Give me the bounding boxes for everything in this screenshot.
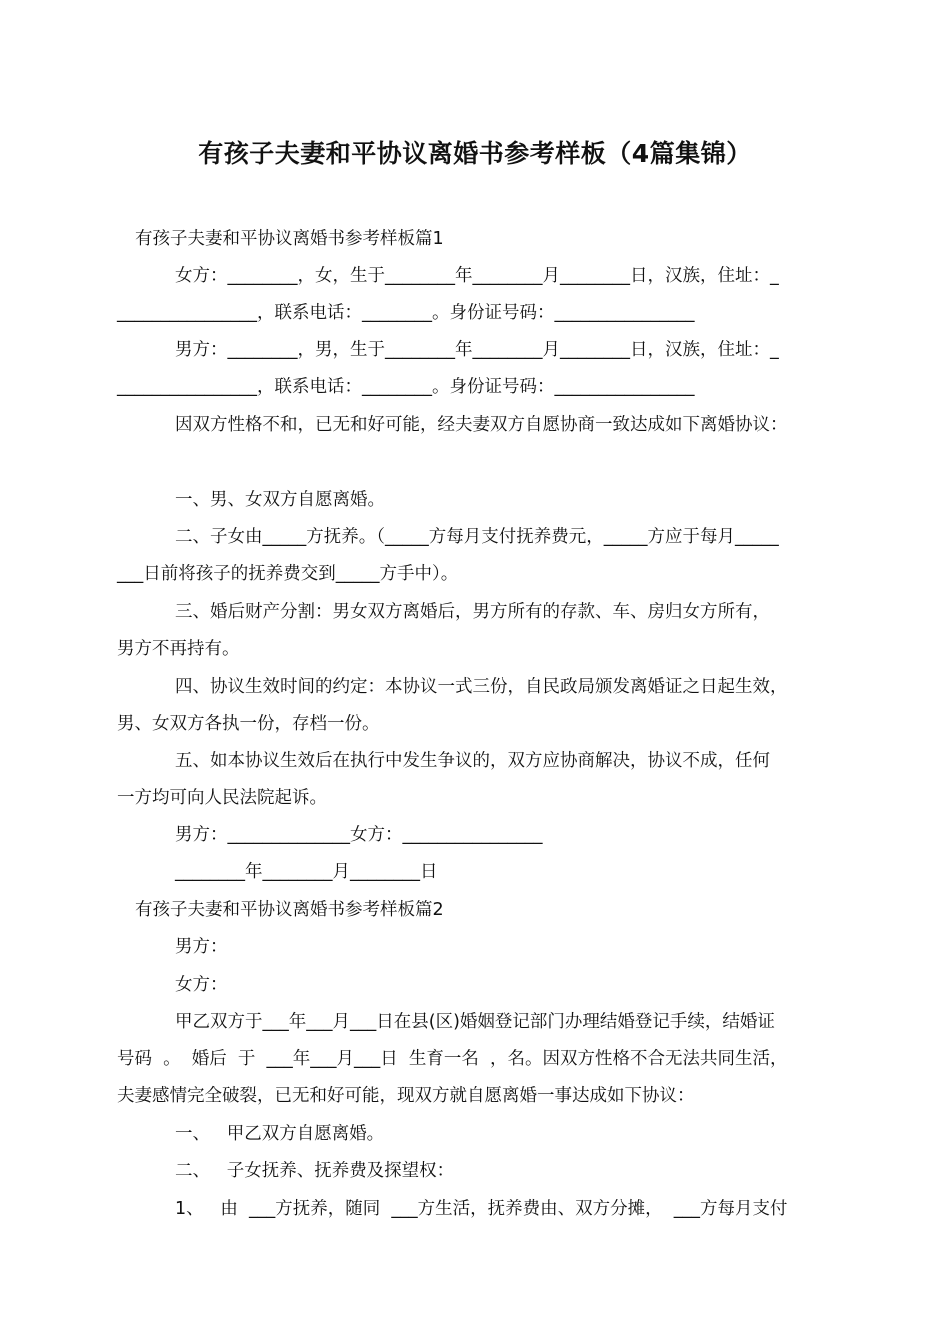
- paragraph-line: 二、子女由_____方抚养。（_____方每月支付抚养费元，_____方应于每月_____: [175, 527, 779, 547]
- date-line: ________年________月________日: [175, 862, 438, 882]
- paragraph-line: 女方：________，女，生于________年________月________日，汉族，住址：_: [175, 266, 779, 286]
- document-title: 有孩子夫妻和平协议离婚书参考样板（4篇集锦）: [198, 139, 752, 168]
- paragraph-line: ___日前将孩子的抚养费交到_____方手中）。: [117, 564, 459, 584]
- paragraph-line: 男、女双方各执一份，存档一份。: [117, 714, 380, 734]
- paragraph-line: 五、如本协议生效后在执行中发生争议的，双方应协商解决，协议不成，任何: [175, 751, 770, 771]
- paragraph-line: 夫妻感情完全破裂，已无和好可能，现双方就自愿离婚一事达成如下协议：: [117, 1086, 695, 1106]
- paragraph-line: 男方：________，男，生于________年________月________日，汉族，住址：_: [175, 340, 779, 360]
- paragraph-line: 一方均可向人民法院起诉。: [117, 788, 327, 808]
- signature-line: 男方：______________女方：________________: [175, 825, 543, 845]
- paragraph-line: 女方：: [175, 975, 228, 995]
- paragraph-line: 号码 。 婚后 于 ___年___月___日 生育一名 ，名。因双方性格不合无法共同生活，: [117, 1049, 788, 1069]
- paragraph-line: 因双方性格不和，已无和好可能，经夫妻双方自愿协商一致达成如下离婚协议：: [175, 415, 788, 435]
- section-heading-2: 有孩子夫妻和平协议离婚书参考样板篇2: [135, 900, 444, 920]
- paragraph-line: ________________，联系电话：________。身份证号码：________________: [117, 303, 695, 323]
- paragraph-line: 一、男、女双方自愿离婚。: [175, 490, 385, 510]
- paragraph-line: ________________，联系电话：________。身份证号码：________________: [117, 377, 695, 397]
- paragraph-line: 一、 甲乙双方自愿离婚。: [175, 1124, 385, 1144]
- paragraph-line: 四、协议生效时间的约定：本协议一式三份，自民政局颁发离婚证之日起生效，: [175, 677, 788, 697]
- paragraph-line: 1、 由 ___方抚养，随同 ___方生活，抚养费由、双方分摊， ___方每月支付: [175, 1199, 788, 1219]
- paragraph-line: 男方不再持有。: [117, 639, 240, 659]
- paragraph-line: 甲乙双方于___年___月___日在县(区)婚姻登记部门办理结婚登记手续，结婚证: [175, 1012, 775, 1032]
- paragraph-line: 二、 子女抚养、抚养费及探望权：: [175, 1161, 455, 1181]
- paragraph-line: 三、婚后财产分割：男女双方离婚后，男方所有的存款、车、房归女方所有，: [175, 602, 770, 622]
- paragraph-line: 男方：: [175, 937, 228, 957]
- section-heading-1: 有孩子夫妻和平协议离婚书参考样板篇1: [135, 229, 444, 249]
